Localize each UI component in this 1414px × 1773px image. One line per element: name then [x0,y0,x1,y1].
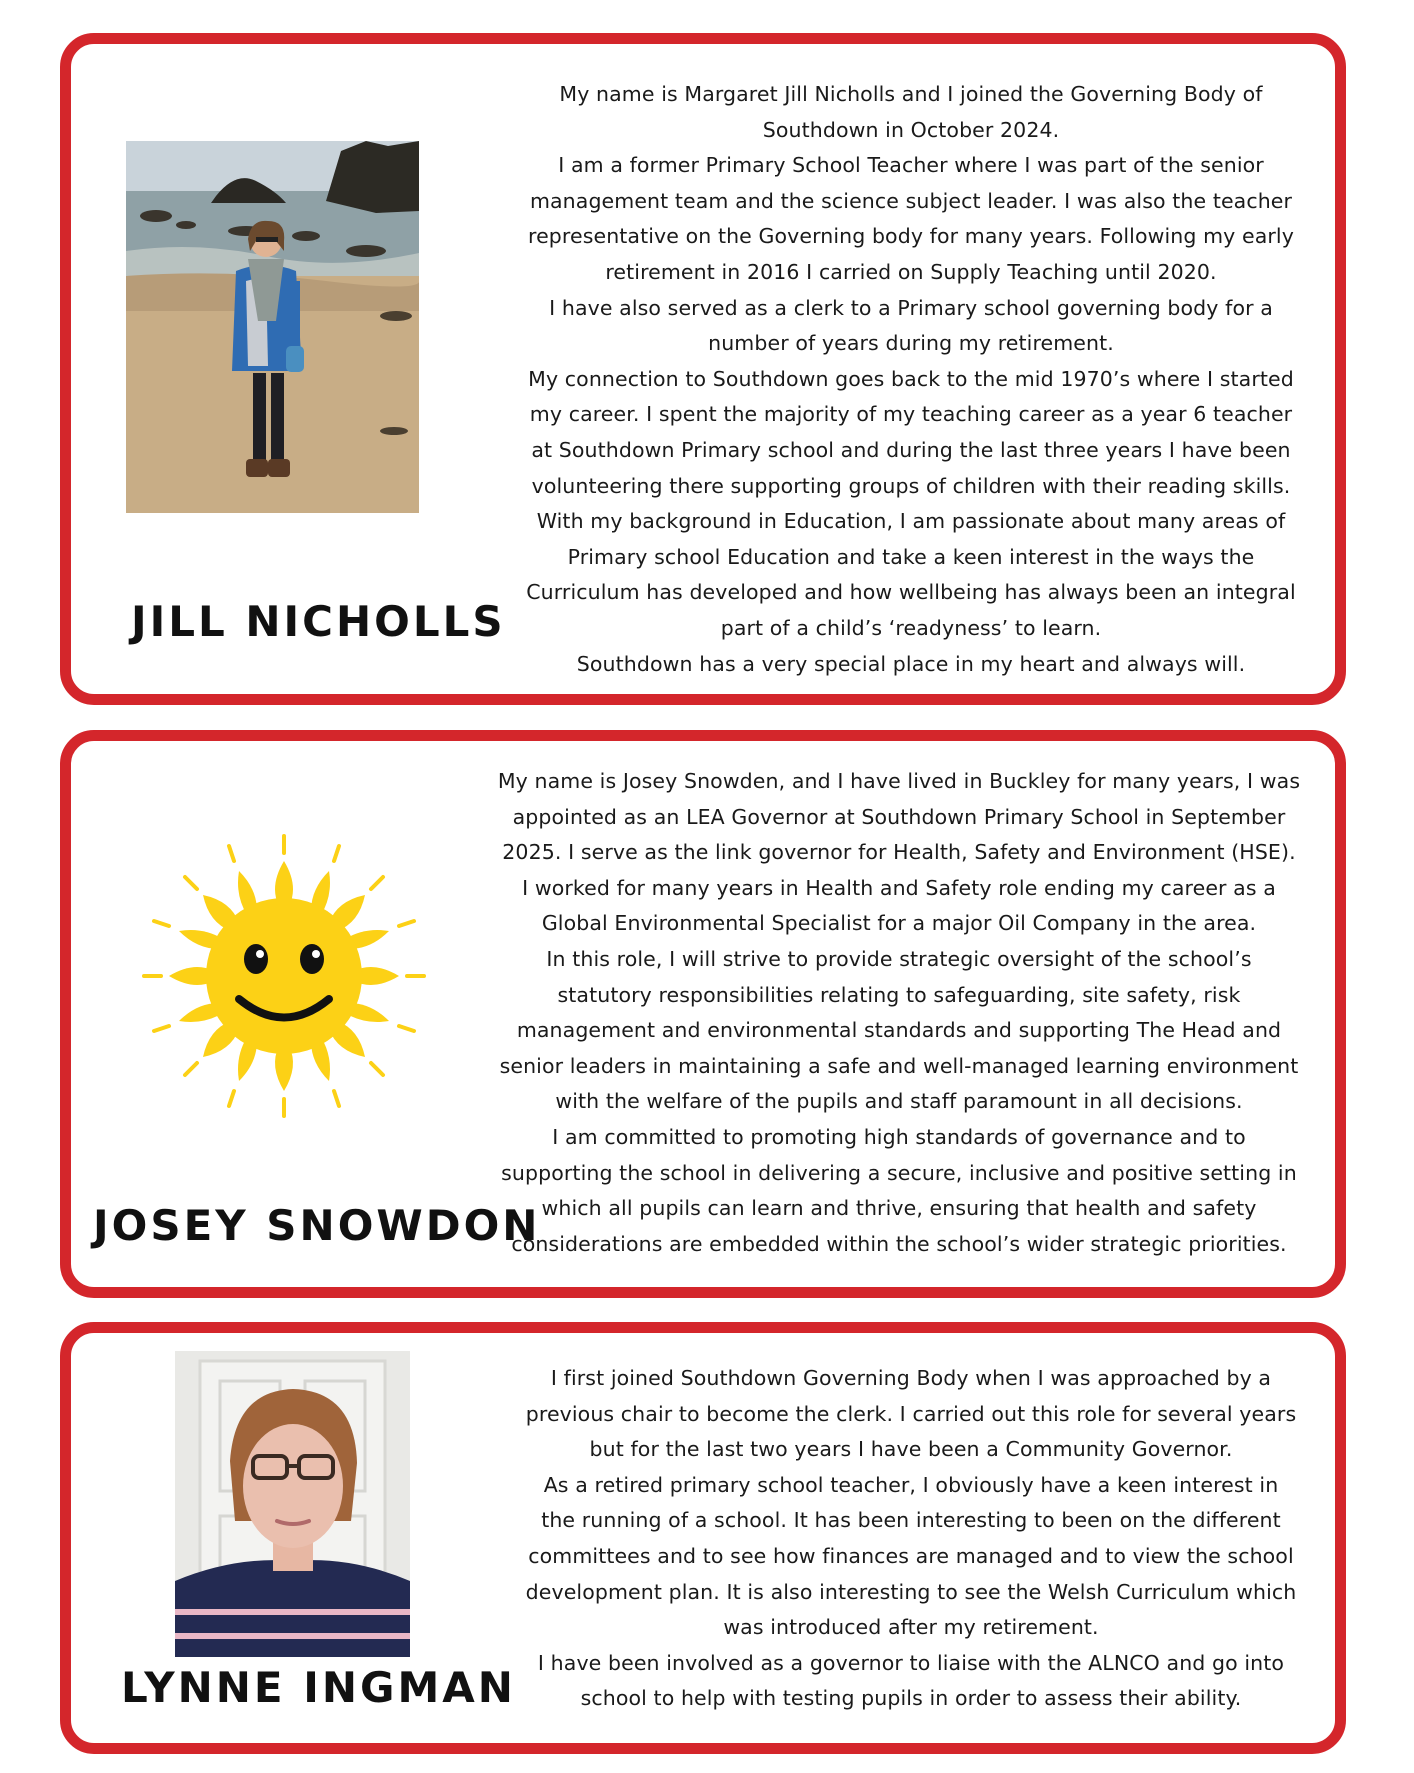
bio-line: statutory responsibilities relating to safeguarding, site safety, risk [557,982,1241,1007]
bio-line: management and environmental standards and supporting The Head and [516,1018,1282,1043]
bio-line: considerations are embedded within the school’s wider strategic priorities. [511,1231,1287,1256]
jill-nicholls-photo [126,141,419,513]
bio-line: Global Environmental Specialist for a major Oil Company in the area. [541,911,1257,936]
bio-line: the running of a school. It has been interesting to been on the different [541,1508,1281,1533]
bio-line: Curriculum has developed and how wellbeing has always been an integral [526,580,1296,605]
bio-line: committees and to see how finances are managed and to view the school [528,1543,1294,1568]
bio-line: school to help with testing pupils in order to assess their ability. [580,1686,1242,1711]
governor-name: JOSEY SNOWDON [93,1201,541,1250]
governor-card-lynne-ingman [60,1322,1346,1754]
bio-line: retirement in 2016 I carried on Supply Teaching until 2020. [605,259,1217,284]
bio-line: My name is Josey Snowden, and I have lived in Buckley for many years, I was [497,769,1301,793]
bio-line: I have also served as a clerk to a Primary school governing body for a [549,295,1273,320]
governor-bio [511,77,1311,682]
bio-line: In this role, I will strive to provide strategic oversight of the school’s [546,946,1252,971]
bio-line: My connection to Southdown goes back to the mid 1970’s where I started [528,366,1294,391]
bio-line: As a retired primary school teacher, I obviously have a keen interest in [543,1472,1279,1497]
bio-line: With my background in Education, I am passionate about many areas of [536,509,1286,534]
bio-line: part of a child’s ‘readyness’ to learn. [720,615,1102,640]
governor-name: LYNNE INGMAN [121,1663,516,1712]
bio-line: management team and the science subject leader. I was also the teacher [529,188,1293,213]
governor-bio [511,1361,1311,1717]
bio-line: which all pupils can learn and thrive, ensuring that health and safety [541,1196,1257,1221]
governor-bio [459,764,1339,1262]
lynne-ingman-photo [175,1351,410,1657]
bio-line: number of years during my retirement. [708,331,1114,356]
bio-line: senior leaders in maintaining a safe and well-managed learning environment [499,1053,1299,1078]
bio-line: supporting the school in delivering a secure, inclusive and positive setting in [501,1160,1297,1185]
bio-line: previous chair to become the clerk. I carried out this role for several years [525,1401,1297,1426]
bio-line: Primary school Education and take a keen interest in the ways the [567,544,1255,569]
bio-line: appointed as an LEA Governor at Southdown Primary School in September [512,804,1286,829]
bio-line: 2025. I serve as the link governor for Health, Safety and Environment (HSE). [502,840,1296,865]
bio-line: my career. I spent the majority of my teaching career as a year 6 teacher [529,402,1293,427]
bio-line: representative on the Governing body for many years. Following my early [528,224,1294,249]
bio-line: I am a former Primary School Teacher where I was part of the senior [558,153,1264,178]
bio-line: was introduced after my retirement. [723,1615,1099,1640]
bio-line: I am committed to promoting high standards of governance and to [552,1124,1246,1149]
governor-name: JILL NICHOLLS [131,597,506,646]
bio-line: development plan. It is also interesting to see the Welsh Curriculum which [525,1579,1297,1604]
bio-line: I have been involved as a governor to liaise with the ALNCO and go into [537,1650,1285,1675]
bio-line: with the welfare of the pupils and staff paramount in all decisions. [555,1089,1243,1114]
bio-line: I worked for many years in Health and Safety role ending my career as a [522,875,1276,900]
bio-line: at Southdown Primary school and during the last three years I have been [531,437,1291,462]
bio-line: My name is Margaret Jill Nicholls and I joined the Governing Body of [559,82,1263,106]
bio-line: volunteering there supporting groups of children with their reading skills. [531,473,1291,498]
governor-card-josey-snowdon [60,730,1346,1298]
bio-line: I first joined Southdown Governing Body when I was approached by a [550,1366,1272,1390]
bio-line: Southdown in October 2024. [762,117,1060,142]
bio-line: Southdown has a very special place in my heart and always will. [576,651,1246,676]
sun-smiley-icon [139,831,429,1121]
governor-card-jill-nicholls [60,33,1346,705]
bio-line: but for the last two years I have been a Community Governor. [589,1437,1233,1462]
